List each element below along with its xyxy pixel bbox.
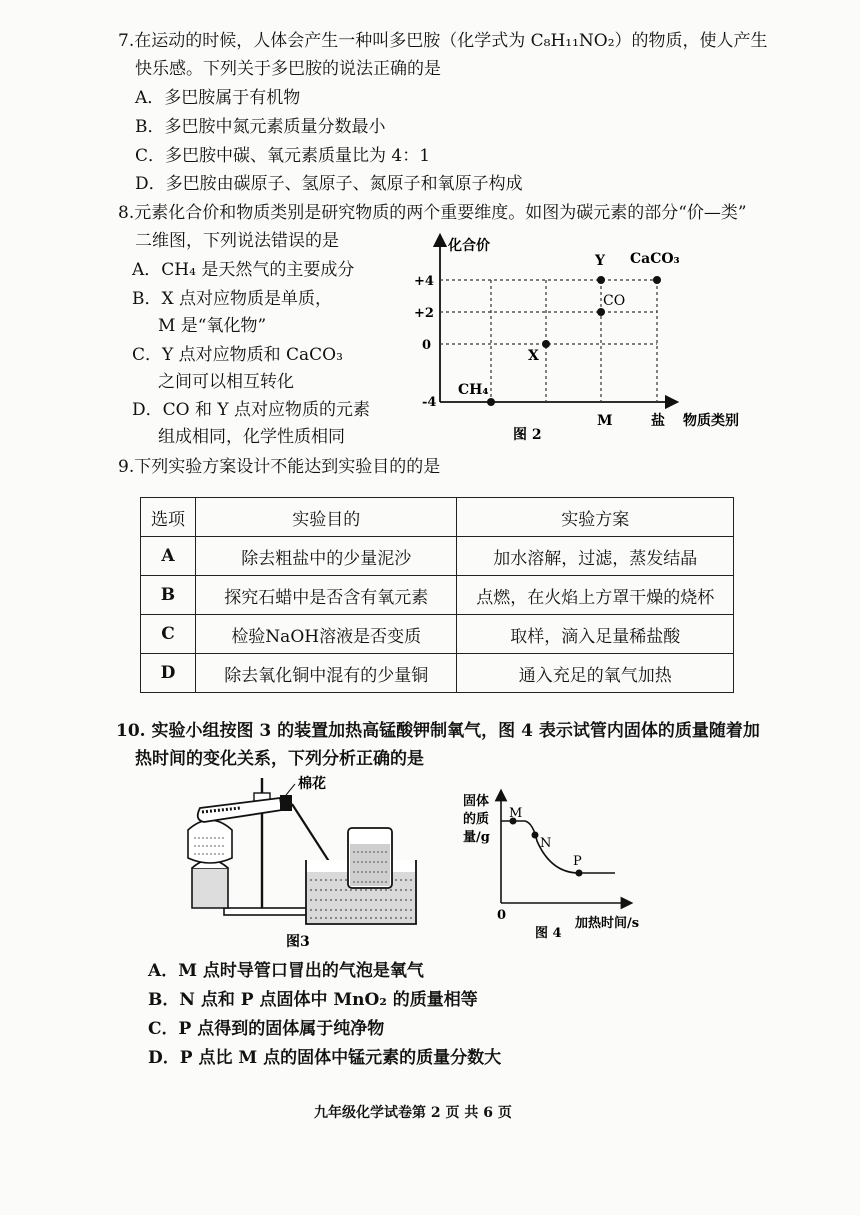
y-tick-zero: 0 [422, 338, 432, 353]
row-c-option: C [141, 615, 196, 654]
point-co [597, 308, 605, 316]
table-row [141, 654, 734, 693]
table-row [141, 615, 734, 654]
label-x: X [528, 348, 539, 364]
figure-4-caption: 图 4 [535, 926, 562, 941]
row-d-plan: 通入充足的氧气加热 [457, 654, 734, 693]
row-b-purpose: 探究石蜡中是否含有氧元素 [195, 576, 457, 615]
point-ch4 [487, 398, 495, 406]
point-x [542, 340, 550, 348]
q10-option-a: A．M 点时导管口冒出的气泡是氧气 [148, 961, 424, 981]
q8-option-d: D．CO 和 Y 点对应物质的元素 [132, 400, 371, 420]
point-n [532, 832, 539, 839]
y-tick-plus4: +4 [414, 274, 434, 289]
q10-stem-line2: 热时间的变化关系，下列分析正确的是 [135, 749, 424, 769]
mass-time-graph [455, 785, 665, 945]
header-plan: 实验方案 [457, 498, 734, 537]
q8-option-d-cont: 组成相同，化学性质相同 [158, 427, 345, 447]
table-row [141, 537, 734, 576]
origin-label: 0 [497, 908, 507, 923]
point-p [576, 870, 583, 877]
q8-option-c: C．Y 点对应物质和 CaCO₃ [132, 345, 343, 365]
point-y [597, 276, 605, 284]
row-b-plan: 点燃，在火焰上方罩干燥的烧杯 [457, 576, 734, 615]
experiment-table [140, 497, 734, 693]
label-m: M [509, 806, 523, 821]
cotton-label: 棉花 [298, 776, 326, 792]
label-p: P [573, 854, 582, 869]
label-ch4: CH₄ [458, 382, 489, 398]
x-axis-label: 加热时间/s [575, 916, 640, 931]
x-label-class: 物质类别 [683, 413, 739, 429]
q7-stem-line1: 7.在运动的时候，人体会产生一种叫多巴胺（化学式为 C₈H₁₁NO₂）的物质，使人产生 [118, 31, 768, 51]
figure-2-caption: 图 2 [513, 427, 542, 443]
y-tick-minus4: -4 [422, 395, 437, 410]
y-label-line3: 量/g [463, 830, 490, 845]
y-label-line2: 的质 [463, 812, 490, 827]
figure-3-caption: 图3 [286, 934, 310, 950]
q7-option-b: B．多巴胺中氮元素质量分数最小 [135, 117, 386, 137]
valence-class-diagram [400, 232, 760, 447]
table-header-row [141, 498, 734, 537]
label-co: CO [603, 293, 626, 309]
q8-option-b: B．X 点对应物质是单质， [132, 289, 332, 309]
row-c-purpose: 检验NaOH溶液是否变质 [195, 615, 457, 654]
y-label-line1: 固体 [463, 794, 490, 809]
q7-stem-line2: 快乐感。下列关于多巴胺的说法正确的是 [135, 59, 441, 79]
apparatus-diagram [180, 768, 430, 953]
q7-option-d: D．多巴胺由碳原子、氢原子、氮原子和氧原子构成 [135, 174, 523, 194]
x-label-m: M [597, 413, 613, 429]
header-purpose: 实验目的 [195, 498, 457, 537]
row-b-option: B [141, 576, 196, 615]
row-c-plan: 取样，滴入足量稀盐酸 [457, 615, 734, 654]
label-n: N [540, 836, 552, 851]
label-caco3: CaCO₃ [630, 251, 680, 267]
q10-option-c: C．P 点得到的固体属于纯净物 [148, 1019, 385, 1039]
x-label-salt: 盐 [651, 413, 665, 429]
q8-stem-line1: 8.元素化合价和物质类别是研究物质的两个重要维度。如图为碳元素的部分“价—类” [118, 203, 747, 223]
q7-option-a: A．多巴胺属于有机物 [135, 88, 301, 108]
row-d-purpose: 除去氧化铜中混有的少量铜 [195, 654, 457, 693]
q8-option-c-cont: 之间可以相互转化 [158, 372, 294, 392]
table-row [141, 576, 734, 615]
header-option: 选项 [141, 498, 196, 537]
q10-option-d: D．P 点比 M 点的固体中锰元素的质量分数大 [148, 1048, 502, 1068]
q10-stem-line1: 10. 实验小组按图 3 的装置加热高锰酸钾制氧气，图 4 表示试管内固体的质量随着加 [116, 721, 760, 741]
row-a-option: A [141, 537, 196, 576]
q8-option-a: A．CH₄ 是天然气的主要成分 [132, 260, 355, 280]
row-a-purpose: 除去粗盐中的少量泥沙 [195, 537, 457, 576]
row-a-plan: 加水溶解，过滤，蒸发结晶 [457, 537, 734, 576]
q8-option-b-cont: M 是“氧化物” [158, 316, 267, 336]
row-d-option: D [141, 654, 196, 693]
page-footer: 九年级化学试卷第 2 页 共 6 页 [314, 1105, 512, 1121]
y-axis-label: 化合价 [448, 238, 490, 254]
q9-stem: 9.下列实验方案设计不能达到实验目的的是 [118, 457, 441, 477]
y-tick-plus2: +2 [414, 306, 434, 321]
label-y: Y [595, 253, 605, 269]
q10-option-b: B．N 点和 P 点固体中 MnO₂ 的质量相等 [148, 990, 478, 1010]
q7-option-c: C．多巴胺中碳、氧元素质量比为 4：1 [135, 146, 431, 166]
mass-curve [501, 821, 615, 873]
q8-stem-line2: 二维图，下列说法错误的是 [135, 231, 339, 251]
point-caco3 [653, 276, 661, 284]
